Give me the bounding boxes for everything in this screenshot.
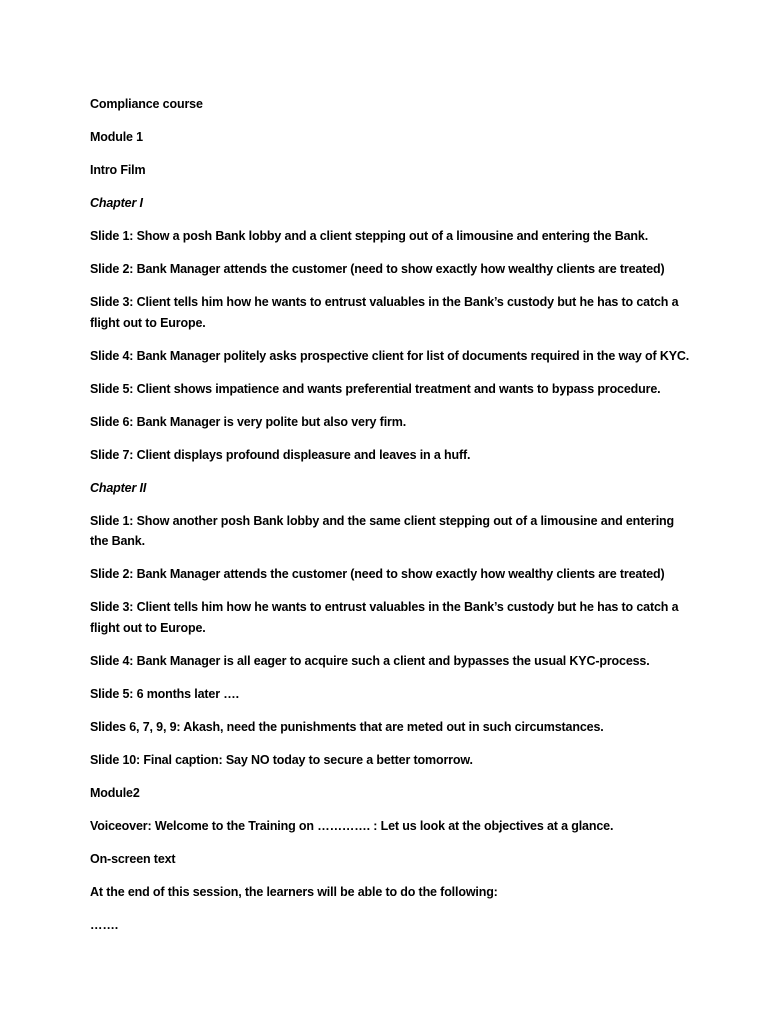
chapter-2-slide-10	[90, 750, 690, 771]
final-caption-text: Say NO today to secure a better tomorrow.	[222, 752, 473, 767]
onscreen-intro: At the end of this session, the learners will be able to do the following:	[90, 884, 498, 899]
chapter-1-slide-3: Slide 3: Client tells him how he wants to entrust valuables in the Bank’s custody but he has to catch a flight out to Europe.	[90, 295, 679, 330]
chapter-2-slide-2: Slide 2: Bank Manager attends the customer (need to show exactly how wealthy clients are treated)	[90, 567, 665, 581]
chapter-1-slide-4: Slide 4: Bank Manager politely asks prospective client for list of documents required in the way of KYC.	[90, 348, 690, 363]
document-title: Compliance course	[90, 97, 203, 111]
chapter-2-slide-4: Slide 4: Bank Manager is all eager to acquire such a client and bypasses the usual KYC-process.	[90, 653, 650, 668]
chapter-1-slide-6: Slide 6: Bank Manager is very polite but also very firm.	[90, 414, 407, 429]
chapter-2-slides-6-9: Slides 6, 7, 9, 9: Akash, need the punishments that are meted out in such circumstances.	[90, 719, 604, 734]
chapter-1-slide-2: Slide 2: Bank Manager attends the customer (need to show exactly how wealthy clients are treated)	[90, 262, 665, 276]
chapter-2-slide-3: Slide 3: Client tells him how he wants to entrust valuables in the Bank’s custody but he has to catch a flight out to Europe.	[90, 600, 679, 635]
chapter-1-slide-7: Slide 7: Client displays profound displeasure and leaves in a huff.	[90, 447, 471, 462]
intro-film-heading: Intro Film	[90, 163, 146, 177]
chapter-2-heading: Chapter II	[90, 480, 147, 495]
voiceover-text: Welcome to the Training on …………. : Let us look at the objectives at a glance.	[151, 818, 614, 833]
trailing-ellipsis: …….	[90, 917, 119, 932]
module-2-heading: Module2	[90, 785, 140, 800]
module-1-heading: Module 1	[90, 130, 143, 144]
document-page	[90, 94, 690, 948]
onscreen-text-heading: On-screen text	[90, 851, 176, 866]
voiceover-line	[90, 816, 690, 837]
chapter-2-slide-1: Slide 1: Show another posh Bank lobby and the same client stepping out of a limousine and entering the Bank.	[90, 513, 674, 548]
slide-10-prefix: Slide 10:	[90, 752, 144, 767]
chapter-1-slide-5: Slide 5: Client shows impatience and wants preferential treatment and wants to bypass procedure.	[90, 381, 661, 396]
chapter-1-slide-1: Slide 1: Show a posh Bank lobby and a client stepping out of a limousine and entering the Bank.	[90, 229, 649, 243]
chapter-1-heading: Chapter I	[90, 196, 143, 210]
final-caption-label: Final caption:	[143, 752, 223, 767]
chapter-2-slide-5: Slide 5: 6 months later ….	[90, 686, 239, 701]
voiceover-label: Voiceover:	[90, 818, 152, 833]
